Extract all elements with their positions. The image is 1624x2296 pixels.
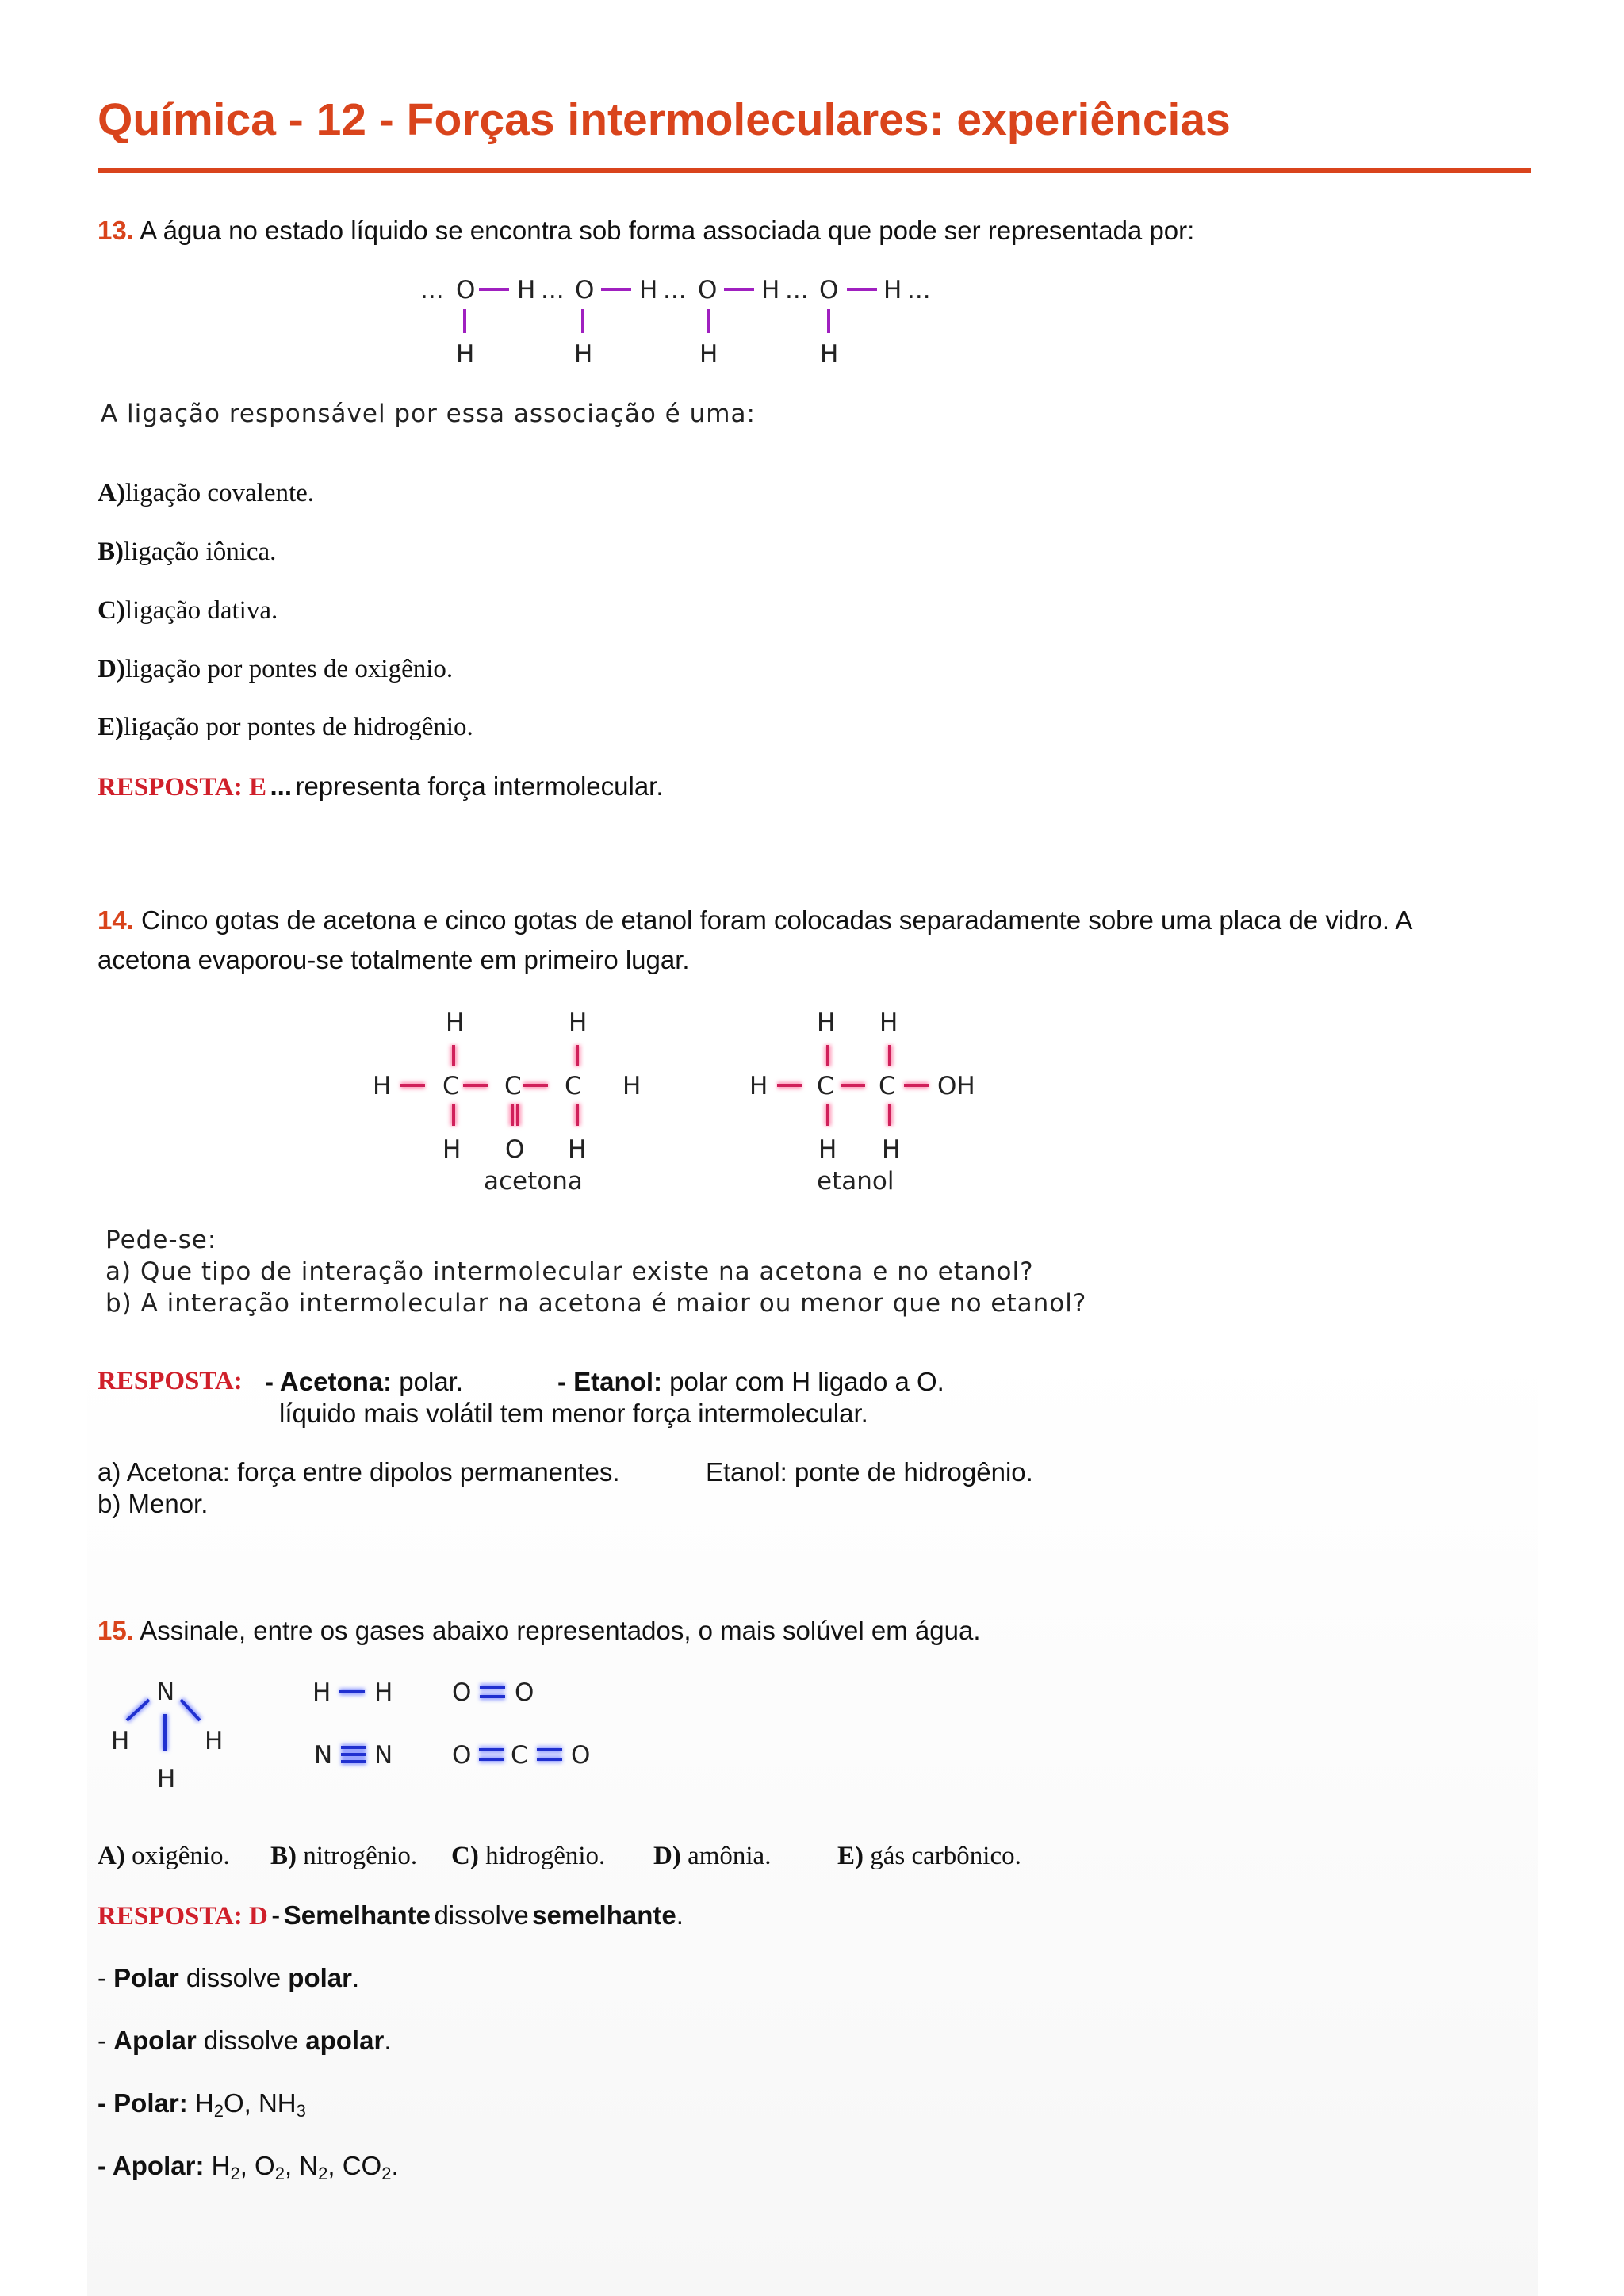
q15-option-c: C) hidrogênio. bbox=[451, 1842, 606, 1870]
q15-line-apolar: - Apolar dissolve apolar. bbox=[98, 2026, 392, 2055]
svg-text:O: O bbox=[515, 1678, 534, 1707]
svg-text:H: H bbox=[699, 340, 718, 369]
svg-text:C: C bbox=[879, 1072, 896, 1100]
gases-bonds bbox=[127, 1687, 562, 1762]
q13-option-b: B)ligação iônica. bbox=[98, 538, 277, 566]
svg-text:H: H bbox=[818, 1135, 837, 1164]
q15-option-b: B) nitrogênio. bbox=[270, 1842, 418, 1870]
q13-answer: RESPOSTA: E ... representa força intermolecular. bbox=[98, 771, 664, 802]
svg-text:...: ... bbox=[663, 276, 687, 304]
svg-text:O: O bbox=[571, 1741, 591, 1770]
svg-text:H: H bbox=[157, 1765, 176, 1793]
svg-text:C: C bbox=[511, 1741, 528, 1770]
gases-diagram bbox=[103, 1665, 626, 1808]
q14-answer-a-left: a) Acetona: força entre dipolos permanentes. bbox=[98, 1457, 620, 1487]
svg-text:H: H bbox=[639, 276, 658, 304]
svg-text:O: O bbox=[698, 276, 718, 304]
acetona-atoms bbox=[373, 1008, 641, 1196]
svg-text:H: H bbox=[374, 1678, 393, 1707]
svg-text:N: N bbox=[314, 1741, 333, 1770]
q14-answer-line1: RESPOSTA: bbox=[98, 1367, 243, 1395]
svg-text:H: H bbox=[456, 340, 475, 369]
etanol-atoms bbox=[749, 1008, 975, 1196]
svg-text:H: H bbox=[882, 1135, 901, 1164]
svg-text:H: H bbox=[574, 340, 593, 369]
svg-text:...: ... bbox=[907, 276, 931, 304]
svg-text:H: H bbox=[879, 1008, 898, 1037]
q14-number: 14. bbox=[98, 905, 134, 935]
etanol-bonds bbox=[777, 1045, 929, 1126]
q14-answer-a-right: Etanol: ponte de hidrogênio. bbox=[706, 1457, 1033, 1487]
q13-option-c: C)ligação dativa. bbox=[98, 596, 278, 625]
q15-answer: RESPOSTA: D - Semelhante dissolve semelhante. bbox=[98, 1900, 684, 1931]
svg-text:OH: OH bbox=[937, 1072, 975, 1100]
svg-text:O: O bbox=[819, 276, 839, 304]
svg-text:...: ... bbox=[420, 276, 444, 304]
svg-text:H: H bbox=[569, 1008, 588, 1037]
svg-text:H: H bbox=[111, 1727, 130, 1755]
svg-text:O: O bbox=[456, 276, 476, 304]
svg-text:etanol: etanol bbox=[817, 1167, 894, 1196]
acetona-etanol-diagram bbox=[365, 999, 999, 1197]
q13-option-d: D)ligação por pontes de oxigênio. bbox=[98, 655, 454, 683]
svg-text:O: O bbox=[452, 1678, 472, 1707]
q15-number: 15. bbox=[98, 1616, 134, 1645]
q14-answer-line2: líquido mais volátil tem menor força intermolecular. bbox=[279, 1399, 868, 1428]
q14-item-a: a) Que tipo de interação intermolecular existe na acetona e no etanol? bbox=[105, 1257, 1034, 1286]
q13-option-a: A)ligação covalente. bbox=[98, 479, 315, 507]
svg-text:acetona: acetona bbox=[484, 1167, 583, 1196]
svg-text:H: H bbox=[517, 276, 536, 304]
q14-prompt-line1: 14. Cinco gotas de acetona e cinco gotas de etanol foram colocadas separadamente sobre uma placa de vidro. A bbox=[98, 905, 1413, 935]
svg-text:H: H bbox=[622, 1072, 642, 1100]
acetona-bonds bbox=[400, 1045, 577, 1126]
svg-text:C: C bbox=[504, 1072, 522, 1100]
svg-text:...: ... bbox=[785, 276, 809, 304]
q14-answer-b: b) Menor. bbox=[98, 1489, 209, 1518]
svg-text:O: O bbox=[452, 1741, 472, 1770]
water-association-diagram bbox=[412, 270, 952, 373]
q14-prompt-line2: acetona evaporou-se totalmente em primeiro lugar. bbox=[98, 945, 690, 974]
title-divider bbox=[98, 168, 1531, 173]
q13-number: 13. bbox=[98, 216, 134, 245]
svg-text:C: C bbox=[442, 1072, 460, 1100]
q15-option-e: E) gás carbônico. bbox=[837, 1842, 1021, 1870]
svg-text:C: C bbox=[817, 1072, 834, 1100]
svg-text:H: H bbox=[442, 1135, 462, 1164]
q15-apolar-list: - Apolar: $H_2$, $O_2$, $N_2$, $CO_2$. bbox=[98, 2151, 399, 2183]
svg-text:N: N bbox=[374, 1741, 393, 1770]
q14-answer-etanol: - Etanol: polar com H ligado a O. bbox=[557, 1367, 944, 1396]
q13-option-e: E)ligação por pontes de hidrogênio. bbox=[98, 713, 473, 741]
q13-lead: A ligação responsável por essa associação é uma: bbox=[101, 400, 756, 428]
svg-text:H: H bbox=[817, 1008, 836, 1037]
svg-text:O: O bbox=[575, 276, 595, 304]
svg-text:N: N bbox=[156, 1678, 175, 1706]
q14-answer-acetona: - Acetona: polar. bbox=[265, 1367, 464, 1396]
svg-text:H: H bbox=[568, 1135, 587, 1164]
svg-text:H: H bbox=[446, 1008, 465, 1037]
q15-option-d: D) amônia. bbox=[653, 1842, 772, 1870]
q15-option-a: A) oxigênio. bbox=[98, 1842, 230, 1870]
svg-text:H: H bbox=[373, 1072, 392, 1100]
svg-text:H: H bbox=[749, 1072, 768, 1100]
svg-text:C: C bbox=[565, 1072, 582, 1100]
svg-text:H: H bbox=[820, 340, 839, 369]
q15-line-polar: - Polar dissolve polar. bbox=[98, 1963, 360, 1992]
svg-text:...: ... bbox=[541, 276, 565, 304]
page-title: Química - 12 - Forças intermoleculares: experiências bbox=[98, 94, 1231, 145]
q15-polar-list: - Polar: $H_2O$, $NH_3$ bbox=[98, 2088, 306, 2121]
q15-prompt: 15. Assinale, entre os gases abaixo representados, o mais solúvel em água. bbox=[98, 1616, 981, 1645]
svg-text:O: O bbox=[505, 1135, 525, 1164]
svg-text:H: H bbox=[205, 1727, 224, 1755]
svg-text:H: H bbox=[761, 276, 780, 304]
q14-item-b: b) A interação intermolecular na acetona é maior ou menor que no etanol? bbox=[105, 1289, 1087, 1318]
q13-prompt bbox=[98, 216, 1194, 246]
svg-text:H: H bbox=[312, 1678, 331, 1707]
q14-pede-se: Pede-se: bbox=[105, 1226, 217, 1254]
q13-prompt-text: A água no estado líquido se encontra sob forma associada que pode ser representada por: bbox=[140, 216, 1195, 245]
svg-text:H: H bbox=[883, 276, 902, 304]
